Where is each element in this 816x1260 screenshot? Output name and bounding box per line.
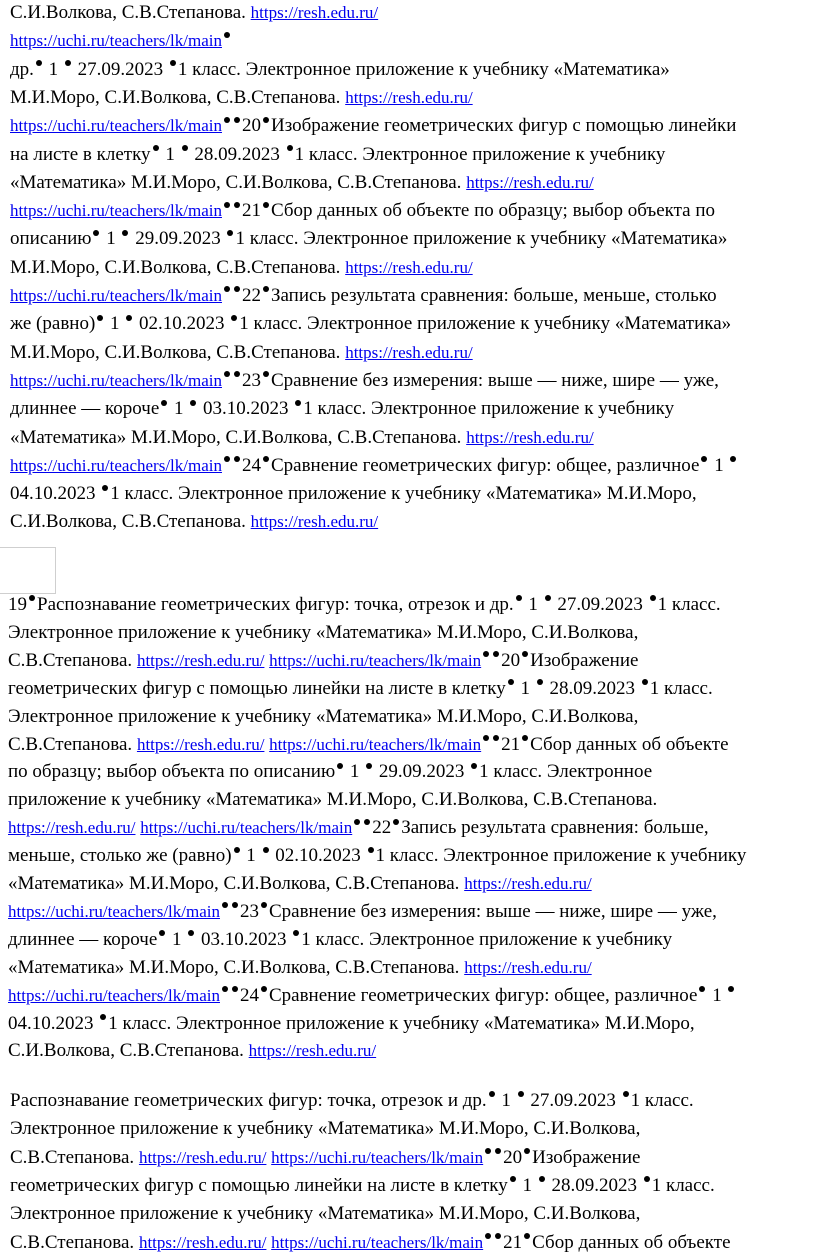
bullet-dot-icon (261, 986, 267, 992)
text-span: 21 (241, 200, 261, 222)
uchi-link[interactable]: https://uchi.ru/teachers/lk/main (8, 985, 220, 1005)
resh-link[interactable]: https://resh.edu.ru/ (464, 874, 592, 893)
text-span: 1 (523, 594, 543, 615)
bullet-dot-icon (122, 230, 128, 236)
text-span: 1 класс. Электронное приложение к учебнику «Математика» (235, 228, 728, 250)
bullet-dot-icon (159, 930, 165, 936)
resh-link[interactable]: https://resh.edu.ru/ (345, 342, 473, 362)
text-span: 1 класс. (630, 1090, 694, 1111)
text-line (10, 285, 717, 307)
text-span: 1 (515, 677, 535, 699)
text-span: 21 (503, 1231, 523, 1253)
bullet-dot-icon (524, 1233, 530, 1239)
text-line (10, 115, 736, 137)
text-line (10, 1175, 715, 1197)
bullet-dot-icon (642, 679, 648, 685)
bullet-dot-icon (153, 145, 159, 151)
text-line (10, 483, 697, 505)
text-span: 1 (160, 143, 180, 165)
text-line (10, 172, 594, 194)
text-span: С.И.Волкова, С.В.Степанова. (10, 511, 251, 533)
bullet-dot-icon (227, 230, 233, 236)
text-span: 02.10.2023 (270, 845, 366, 867)
text-span: 19 (8, 594, 27, 615)
bullet-dot-icon (368, 847, 374, 853)
text-span: 24 (239, 984, 259, 1006)
resh-link[interactable]: https://resh.edu.ru/ (136, 734, 265, 754)
bullet-dot-icon (263, 202, 269, 208)
text-span: 1 (709, 454, 729, 476)
text-span: 21 (501, 733, 521, 755)
bullet-dot-icon (537, 679, 543, 685)
bullet-dot-icon (287, 145, 293, 151)
bullet-dot-icon (93, 230, 99, 236)
bullet-dot-icon (102, 485, 108, 491)
text-line (10, 200, 715, 222)
resh-link[interactable]: https://resh.edu.ru/ (250, 512, 379, 532)
text-span: 29.09.2023 (130, 228, 226, 250)
text-line (8, 929, 672, 951)
text-span: 1 (169, 398, 189, 420)
uchi-link[interactable]: https://uchi.ru/teachers/lk/main (269, 650, 482, 670)
bullet-dot-icon (522, 735, 528, 741)
resh-link[interactable]: https://resh.edu.ru/ (345, 87, 473, 107)
resh-link[interactable]: https://resh.edu.ru/ (250, 3, 379, 22)
text-span: 1 класс. Электронное приложение к учебнику (303, 398, 675, 420)
text-line (10, 511, 378, 533)
bullet-dot-icon (485, 1148, 491, 1154)
text-span: Изображение (530, 649, 639, 671)
bullet-dot-icon (522, 651, 528, 657)
text-line (8, 957, 592, 979)
text-line (10, 2, 378, 24)
text-line (10, 313, 731, 335)
bullet-dot-icon (263, 456, 269, 462)
text-span: др. (10, 58, 34, 80)
text-span: 28.09.2023 (189, 143, 285, 165)
text-span: Распознавание геометрических фигур: точка, отрезок и др. (37, 594, 514, 615)
text-span: 1 (43, 58, 63, 80)
text-line (10, 1147, 640, 1169)
bullet-dot-icon (224, 32, 230, 38)
text-span: Распознавание геометрических фигур: точка, отрезок и др. (10, 1090, 487, 1111)
bullet-dot-icon (263, 847, 269, 853)
text-line (10, 228, 727, 250)
text-span: 03.10.2023 (196, 928, 292, 950)
text-span: на листе в клетку (10, 143, 151, 165)
text-line (8, 734, 729, 756)
bullet-dot-icon (510, 1176, 516, 1182)
text-span: «Математика» М.И.Моро, С.И.Волкова, С.В.Степанова. (8, 873, 465, 894)
bullet-dot-icon (36, 60, 42, 66)
text-span: «Математика» М.И.Моро, С.И.Волкова, С.В.Степанова. (8, 956, 465, 978)
bullet-dot-icon (485, 1233, 491, 1239)
text-span: Электронное приложение к учебнику «Математика» М.И.Моро, С.И.Волкова, (8, 705, 639, 727)
text-span: 1 (241, 845, 261, 867)
text-span: 24 (241, 454, 261, 476)
text-span: С.В.Степанова. (10, 1231, 139, 1253)
text-span: 27.09.2023 (552, 594, 648, 615)
resh-link[interactable]: https://resh.edu.ru/ (466, 427, 594, 447)
text-span: длиннее — короче (10, 398, 160, 420)
bullet-dot-icon (483, 735, 489, 741)
bullet-dot-icon (493, 651, 499, 657)
bullet-dot-icon (364, 819, 370, 825)
bullet-dot-icon (366, 763, 372, 769)
bullet-dot-icon (224, 286, 230, 292)
text-span: М.И.Моро, С.И.Волкова, С.В.Степанова. (10, 256, 346, 278)
text-line (10, 87, 473, 109)
text-span: 1 класс. (651, 1174, 715, 1196)
text-span: длиннее — короче (8, 928, 158, 950)
text-span: 1 (167, 928, 187, 950)
bullet-dot-icon (483, 651, 489, 657)
text-line (8, 650, 638, 672)
bullet-dot-icon (539, 1176, 545, 1182)
bullet-dot-icon (224, 371, 230, 377)
uchi-link[interactable]: https://uchi.ru/teachers/lk/main (10, 286, 222, 305)
text-span: «Математика» М.И.Моро, С.И.Волкова, С.В.Степанова. (10, 171, 467, 193)
bullet-dot-icon (337, 763, 343, 769)
resh-link[interactable]: https://resh.edu.ru/ (464, 957, 592, 977)
text-span: 1 (101, 228, 121, 250)
bullet-dot-icon (545, 595, 551, 601)
text-span: 29.09.2023 (374, 761, 470, 783)
text-span: 1 класс. Электронное приложение к учебнику «Математика» М.И.Моро, (110, 483, 697, 505)
uchi-link[interactable]: https://uchi.ru/teachers/lk/main (10, 201, 222, 221)
text-span: 1 класс. Электронное приложение к учебнику (294, 143, 666, 165)
text-span: 1 класс. Электронное приложение к учебнику «Математика» (239, 313, 732, 335)
text-line (8, 594, 721, 616)
text-span: С.В.Степанова. (8, 733, 137, 755)
bullet-dot-icon (393, 819, 399, 825)
bullet-dot-icon (263, 286, 269, 292)
text-span: 20 (241, 115, 261, 137)
text-line (8, 789, 657, 811)
text-span: Изображение геометрических фигур с помощью линейки (270, 115, 737, 137)
text-span: меньше, столько же (равно) (8, 845, 232, 867)
bullet-dot-icon (354, 819, 360, 825)
uchi-link[interactable]: https://uchi.ru/teachers/lk/main (269, 734, 482, 754)
text-span: Изображение (532, 1146, 641, 1168)
text-line (10, 455, 738, 477)
text-span: 1 класс. (649, 677, 713, 699)
uchi-link[interactable]: https://uchi.ru/teachers/lk/main (271, 1147, 484, 1167)
text-line (10, 342, 473, 364)
text-span: 27.09.2023 (525, 1090, 621, 1111)
bullet-dot-icon (699, 986, 705, 992)
resh-link[interactable]: https://resh.edu.ru/ (138, 1147, 267, 1167)
bullet-dot-icon (222, 902, 228, 908)
text-line (8, 761, 652, 783)
text-span: Сбор данных об объекте (532, 1231, 731, 1253)
text-span: 20 (503, 1146, 523, 1168)
bullet-dot-icon (516, 595, 522, 601)
bullet-dot-icon (222, 986, 228, 992)
bullet-dot-icon (650, 595, 656, 601)
text-span: М.И.Моро, С.И.Волкова, С.В.Степанова. (10, 341, 346, 363)
text-line (8, 678, 713, 700)
text-line (8, 901, 717, 923)
text-span: 03.10.2023 (198, 398, 294, 420)
uchi-link[interactable]: https://uchi.ru/teachers/lk/main (271, 1232, 484, 1252)
text-span: геометрических фигур с помощью линейки на листе в клетку (10, 1174, 508, 1196)
bullet-dot-icon (295, 400, 301, 406)
text-line (8, 622, 638, 644)
text-span: 04.10.2023 (8, 1012, 99, 1034)
text-span: 20 (501, 649, 521, 671)
bullet-dot-icon (65, 60, 71, 66)
bullet-dot-icon (524, 1148, 530, 1154)
text-span: Сравнение без измерения: выше — ниже, шире — уже, (268, 900, 717, 922)
bullet-dot-icon (489, 1091, 495, 1097)
text-span: Запись результата сравнения: больше, (401, 817, 709, 839)
text-line (10, 370, 719, 392)
text-span: 1 класс. Электронное приложение к учебнику «Математика» М.И.Моро, (108, 1012, 695, 1034)
text-line (10, 30, 232, 52)
resh-link[interactable]: https://resh.edu.ru/ (466, 172, 594, 192)
bullet-dot-icon (263, 371, 269, 377)
text-span: 1 класс. Электронное приложение к учебнику (301, 928, 673, 950)
text-span: 04.10.2023 (10, 483, 101, 505)
text-line (8, 706, 638, 728)
bullet-dot-icon (126, 315, 132, 321)
bullet-dot-icon (224, 456, 230, 462)
bullet-dot-icon (234, 117, 240, 123)
bullet-dot-icon (170, 60, 176, 66)
bullet-dot-icon (29, 595, 35, 601)
uchi-link[interactable]: https://uchi.ru/teachers/lk/main (10, 370, 222, 390)
text-span: по образцу; выбор объекта по описанию (8, 761, 336, 783)
bullet-dot-icon (100, 1014, 106, 1020)
text-span: М.И.Моро, С.И.Волкова, С.В.Степанова. (10, 86, 346, 108)
bullet-dot-icon (701, 456, 707, 462)
bullet-dot-icon (495, 1148, 501, 1154)
bullet-dot-icon (234, 847, 240, 853)
text-span: Запись результата сравнения: больше, меньше, столько (270, 285, 717, 306)
text-span: Электронное приложение к учебнику «Математика» М.И.Моро, С.И.Волкова, (10, 1118, 641, 1140)
text-line (10, 144, 665, 166)
uchi-link[interactable]: https://uchi.ru/teachers/lk/main (10, 31, 222, 51)
bullet-dot-icon (188, 930, 194, 936)
text-span: 28.09.2023 (546, 1174, 642, 1196)
text-span: С.В.Степанова. (8, 649, 137, 671)
resh-link[interactable]: https://resh.edu.ru/ (138, 1232, 267, 1252)
uchi-link[interactable]: https://uchi.ru/teachers/lk/main (10, 455, 222, 475)
text-line (10, 1118, 640, 1140)
text-span: 28.09.2023 (544, 677, 640, 699)
bullet-dot-icon (493, 735, 499, 741)
text-span: 22 (241, 285, 261, 306)
uchi-link[interactable]: https://uchi.ru/teachers/lk/main (140, 818, 353, 838)
bullet-dot-icon (495, 1233, 501, 1239)
uchi-link[interactable]: https://uchi.ru/teachers/lk/main (10, 116, 222, 136)
resh-link[interactable]: https://resh.edu.ru/ (345, 257, 473, 277)
resh-link[interactable]: https://resh.edu.ru/ (8, 818, 136, 838)
bullet-dot-icon (224, 117, 230, 123)
table-cell-border (0, 547, 56, 594)
bullet-dot-icon (623, 1091, 629, 1097)
text-line (10, 398, 674, 420)
text-span: Сравнение геометрических фигур: общее, различное (270, 454, 700, 476)
text-span: 1 (517, 1174, 537, 1196)
text-span: геометрических фигур с помощью линейки на листе в клетку (8, 677, 506, 699)
bullet-dot-icon (161, 400, 167, 406)
bullet-dot-icon (730, 456, 736, 462)
text-span: Сбор данных об объекте по образцу; выбор объекта по (270, 200, 716, 222)
text-span: 1 класс. Электронное (479, 761, 653, 783)
bullet-dot-icon (234, 456, 240, 462)
bullet-dot-icon (234, 286, 240, 292)
text-span: же (равно) (10, 313, 96, 335)
uchi-link[interactable]: https://uchi.ru/teachers/lk/main (8, 901, 220, 921)
bullet-dot-icon (231, 315, 237, 321)
resh-link[interactable]: https://resh.edu.ru/ (136, 650, 265, 670)
text-line (10, 1090, 694, 1112)
text-span: С.И.Волкова, С.В.Степанова. (8, 1040, 249, 1062)
text-span: 22 (372, 817, 392, 839)
resh-link[interactable]: https://resh.edu.ru/ (248, 1041, 377, 1061)
bullet-dot-icon (232, 986, 238, 992)
text-line (8, 873, 592, 895)
text-line (8, 1040, 376, 1062)
text-span: 23 (239, 900, 259, 922)
text-span: 1 класс. Электронное приложение к учебнику (375, 845, 747, 867)
text-span: 23 (241, 369, 261, 391)
bullet-dot-icon (232, 902, 238, 908)
bullet-dot-icon (518, 1091, 524, 1097)
bullet-dot-icon (261, 902, 267, 908)
bullet-dot-icon (97, 315, 103, 321)
text-span: описанию (10, 228, 92, 250)
text-span: 1 класс. (657, 594, 721, 615)
bullet-dot-icon (190, 400, 196, 406)
text-line (10, 427, 594, 449)
bullet-dot-icon (644, 1176, 650, 1182)
bullet-dot-icon (224, 202, 230, 208)
text-line (10, 257, 473, 279)
text-span: 1 класс. Электронное приложение к учебнику «Математика» (177, 58, 670, 80)
text-span: 02.10.2023 (134, 313, 230, 335)
text-span: С.И.Волкова, С.В.Степанова. (10, 2, 251, 23)
bullet-dot-icon (293, 930, 299, 936)
bullet-dot-icon (182, 145, 188, 151)
text-span: Электронное приложение к учебнику «Математика» М.И.Моро, С.И.Волкова, (8, 621, 639, 643)
text-span: «Математика» М.И.Моро, С.И.Волкова, С.В.Степанова. (10, 426, 467, 448)
text-span: 1 (496, 1090, 516, 1111)
text-line (8, 817, 709, 839)
text-line (8, 845, 746, 867)
text-span: 27.09.2023 (72, 58, 168, 80)
text-span: Сбор данных об объекте (530, 733, 729, 755)
text-line (10, 1232, 731, 1254)
text-line (10, 1203, 640, 1225)
text-span: Сравнение геометрических фигур: общее, различное (268, 984, 698, 1006)
bullet-dot-icon (508, 679, 514, 685)
text-span: 1 (105, 313, 125, 335)
bullet-dot-icon (234, 202, 240, 208)
text-span: Сравнение без измерения: выше — ниже, шире — уже, (270, 369, 719, 391)
text-line (8, 1013, 695, 1035)
text-span: 1 (345, 761, 365, 783)
text-span: приложение к учебнику «Математика» М.И.Моро, С.И.Волкова, С.В.Степанова. (8, 789, 658, 811)
bullet-dot-icon (234, 371, 240, 377)
text-span: С.В.Степанова. (10, 1146, 139, 1168)
text-span: 1 (707, 984, 727, 1006)
text-line (10, 59, 670, 81)
bullet-dot-icon (471, 763, 477, 769)
text-line (8, 985, 736, 1007)
bullet-dot-icon (728, 986, 734, 992)
text-span: Электронное приложение к учебнику «Математика» М.И.Моро, С.И.Волкова, (10, 1203, 641, 1225)
bullet-dot-icon (263, 117, 269, 123)
